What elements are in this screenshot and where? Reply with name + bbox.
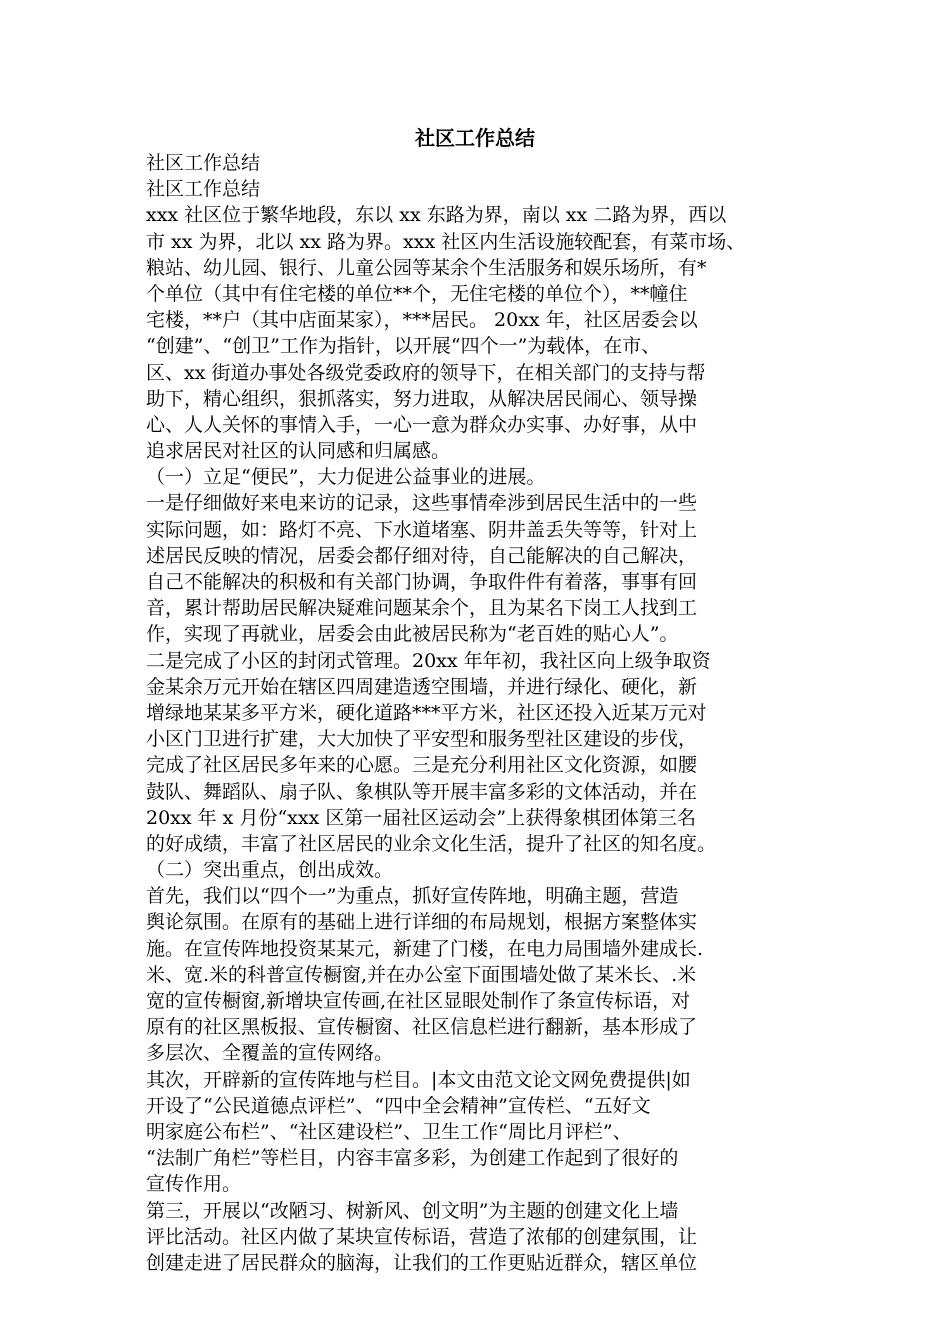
text-line: 音，累计帮助居民解决疑难问题某余个，且为某名下岗工人找到工 xyxy=(146,597,698,620)
text-line: “法制广角栏”等栏目，内容丰富多彩，为创建工作起到了很好的 xyxy=(146,1147,679,1170)
text-line: 明家庭公布栏”、“社区建设栏”、卫生工作“周比月评栏”、 xyxy=(146,1120,632,1143)
text-line: 多层次、全覆盖的宣传网络。 xyxy=(146,1042,394,1065)
text-line: 个单位（其中有住宅楼的单位**个，无住宅楼的单位个），**幢住 xyxy=(146,282,688,305)
text-line: 宽的宣传橱窗,新增块宣传画,在社区显眼处制作了条宣传标语，对 xyxy=(146,990,691,1012)
document-body xyxy=(146,150,806,1276)
text-line: 社区工作总结 xyxy=(146,178,261,201)
text-line: 增绿地某某多平方米，硬化道路***平方米，社区还投入近某万元对 xyxy=(146,701,707,724)
text-line: 市 xx 为界，北以 xx 路为界。xxx 社区内生活设施较配套，有菜市场、 xyxy=(146,230,746,253)
text-line: 其次，开辟新的宣传阵地与栏目。|本文由范文论文网免费提供|如 xyxy=(146,1068,691,1091)
text-line: 第三，开展以“改陋习、树新风、创文明”为主题的创建文化上墙 xyxy=(146,1199,679,1222)
text-line: 助下，精心组织，狠抓落实，努力进取，从解决居民闹心、领导操 xyxy=(146,387,698,410)
text-line: 粮站、幼儿园、银行、儿童公园等某余个生活服务和娱乐场所，有* xyxy=(146,256,707,279)
text-line: 实际问题，如：路灯不亮、下水道堵塞、阴井盖丢失等等，针对上 xyxy=(146,518,698,541)
text-line: 心、人人关怀的事情入手，一心一意为群众办实事、办好事，从中 xyxy=(146,413,698,436)
text-line: 米、宽.米的科普宣传橱窗,并在办公室下面围墙处做了某米长、.米 xyxy=(146,963,697,986)
text-line: 追求居民对社区的认同感和归属感。 xyxy=(146,440,451,463)
text-line: 区、xx 街道办事处各级党委政府的领导下，在相关部门的支持与帮 xyxy=(146,361,706,384)
text-line: 金某余万元开始在辖区四周建造透空围墙，并进行绿化、硬化，新 xyxy=(146,675,698,698)
text-line: 自己不能解决的积极和有关部门协调，争取件件有着落，事事有回 xyxy=(146,571,698,593)
text-line: （二）突出重点，创出成效。 xyxy=(146,859,394,882)
text-line: 小区门卫进行扩建，大大加快了平安型和服务型社区建设的步伐， xyxy=(146,728,698,751)
document-title: 社区工作总结 xyxy=(415,126,535,150)
text-line: 施。在宣传阵地投资某某元，新建了门楼，在电力局围墙外建成长. xyxy=(146,937,704,960)
text-line: 完成了社区居民多年来的心愿。三是充分利用社区文化资源，如腰 xyxy=(146,754,698,777)
text-line: 舆论氛围。在原有的基础上进行详细的布局规划，根据方案整体实 xyxy=(146,911,698,934)
text-line: （一）立足“便民”，大力促进公益事业的进展。 xyxy=(146,466,546,489)
text-line: 评比活动。社区内做了某块宣传标语，营造了浓郁的创建氛围，让 xyxy=(146,1225,698,1248)
text-line: 创建走进了居民群众的脑海，让我们的工作更贴近群众，辖区单位 xyxy=(146,1251,698,1274)
text-line: 述居民反映的情况，居委会都仔细对待，自己能解决的自己解决， xyxy=(146,544,698,567)
text-line: 原有的社区黑板报、宣传橱窗、社区信息栏进行翻新，基本形成了 xyxy=(146,1016,698,1039)
text-line: 社区工作总结 xyxy=(146,152,261,174)
text-line: “创建”、“创卫”工作为指针，以开展“四个一”为载体，在市、 xyxy=(146,335,661,358)
text-line: 作，实现了再就业，居委会由此被居民称为“老百姓的贴心人”。 xyxy=(146,623,679,646)
text-line: 鼓队、舞蹈队、扇子队、象棋队等开展丰富多彩的文体活动，并在 xyxy=(146,780,698,803)
text-line: 宅楼，**户（其中店面某家），***居民。 20xx 年，社区居委会以 xyxy=(146,309,698,332)
text-line: 二是完成了小区的封闭式管理。20xx 年年初，我社区向上级争取资 xyxy=(146,649,711,672)
text-line: 的好成绩，丰富了社区居民的业余文化生活，提升了社区的知名度。 xyxy=(146,832,717,855)
text-line: 宣传作用。 xyxy=(146,1173,242,1196)
text-line: 20xx 年 x 月份“xxx 区第一届社区运动会”上获得象棋团体第三名 xyxy=(146,806,697,829)
text-line: 一是仔细做好来电来访的记录，这些事情牵涉到居民生活中的一些 xyxy=(146,492,698,515)
text-line: 首先，我们以“四个一”为重点，抓好宣传阵地，明确主题，营造 xyxy=(146,885,679,908)
text-line: 开设了“公民道德点评栏”、“四中全会精神”宣传栏、“五好文 xyxy=(146,1094,651,1117)
text-line: xxx 社区位于繁华地段，东以 xx 东路为界，南以 xx 二路为界，西以 xyxy=(146,204,727,227)
